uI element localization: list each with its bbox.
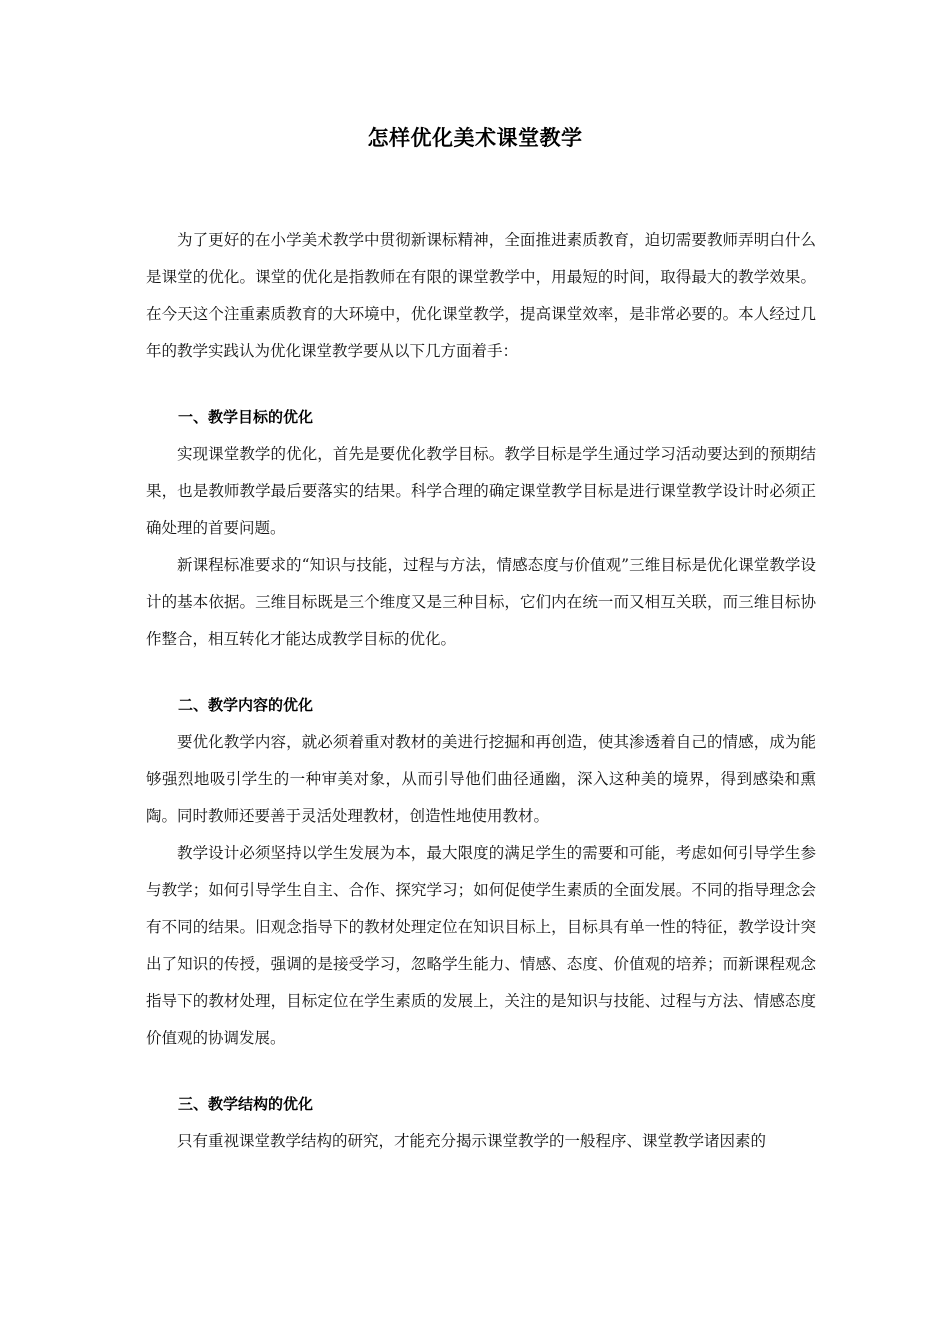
section-teaching-structure [146,1086,816,1160]
section-spacer [146,658,816,687]
section-heading: 一、教学目标的优化 [178,408,314,426]
section-heading: 二、教学内容的优化 [178,696,314,714]
section-teaching-objectives [146,399,816,658]
document-title: 怎样优化美术课堂教学 [367,126,583,150]
intro-paragraph: 为了更好的在小学美术教学中贯彻新课标精神，全面推进素质教育，迫切需要教师弄明白什么是课堂的优化。课堂的优化是指教师在有限的课堂教学中，用最短的时间，取得最大的教学效果。在今天这个注重素质教育的大环境中，优化课堂教学，提高课堂效率，是非常必要的。本人经过几年的教学实践认为优化课堂教学要从以下几方面着手： [146,231,816,360]
section-paragraph: 新课程标准要求的“知识与技能，过程与方法，情感态度与价值观”三维目标是优化课堂教学设计的基本依据。三维目标既是三个维度又是三种目标，它们内在统一而又相互关联，而三维目标协作整合，相互转化才能达成教学目标的优化。 [146,556,816,648]
section-paragraph: 实现课堂教学的优化，首先是要优化教学目标。教学目标是学生通过学习活动要达到的预期结果，也是教师教学最后要落实的结果。科学合理的确定课堂教学目标是进行课堂教学设计时必须正确处理的首要问题。 [146,445,816,537]
section-paragraph: 教学设计必须坚持以学生发展为本，最大限度的满足学生的需要和可能，考虑如何引导学生参与教学；如何引导学生自主、合作、探究学习；如何促使学生素质的全面发展。不同的指导理念会有不同的结果。旧观念指导下的教材处理定位在知识目标上，目标具有单一性的特征，教学设计突出了知识的传授，强调的是接受学习，忽略学生能力、情感、态度、价值观的培养；而新课程观念指导下的教材处理，目标定位在学生素质的发展上，关注的是知识与技能、过程与方法、情感态度价值观的协调发展。 [146,844,816,1047]
section-spacer [146,1057,816,1086]
section-heading: 三、教学结构的优化 [178,1095,314,1113]
section-paragraph: 只有重视课堂教学结构的研究，才能充分揭示课堂教学的一般程序、课堂教学诸因素的 [177,1132,767,1150]
section-paragraph: 要优化教学内容，就必须着重对教材的美进行挖掘和再创造，使其渗透着自己的情感，成为能够强烈地吸引学生的一种审美对象，从而引导他们曲径通幽，深入这种美的境界，得到感染和熏陶。同时教师还要善于灵活处理教材，创造性地使用教材。 [146,733,816,825]
section-teaching-content [146,687,816,1057]
section-spacer [146,370,816,399]
document-body [146,222,816,1160]
